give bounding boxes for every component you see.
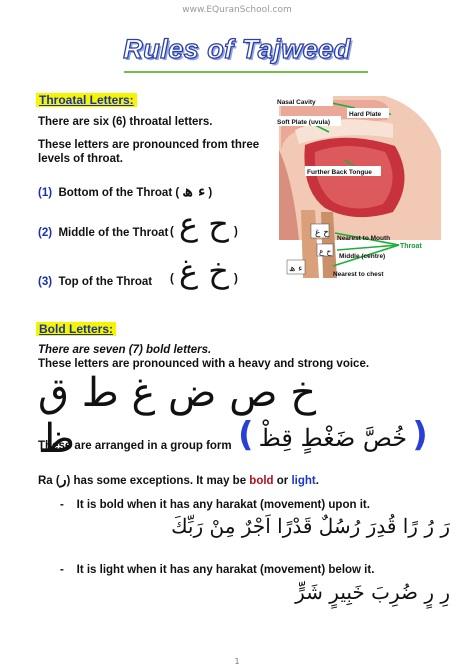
rule-light	[60, 564, 374, 576]
item-number: (1)	[38, 187, 53, 199]
rule-text: It is light when it has any harakat (movement) below it.	[76, 564, 375, 576]
light-word: light	[291, 475, 316, 487]
bold-heading-wrap	[36, 318, 116, 337]
group-arabic-text: خُصَّ ضَغْطٍ قِظْ	[258, 424, 408, 452]
page-number: 1	[234, 657, 240, 666]
item-label: Top of the Throat	[58, 276, 153, 288]
throat-item-3-letters: ( خ غ )	[170, 252, 238, 290]
rule-bold	[60, 499, 370, 511]
label-soft-plate: Soft Plate (uvula)	[277, 119, 331, 126]
diagram-letter: ء ھ	[289, 264, 303, 274]
group-form-arabic: ( خُصَّ ضَغْطٍ قِظْ )	[238, 415, 428, 455]
bold-intro: These letters are pronounced with a heavy and strong voice.	[38, 358, 370, 370]
bold-letters: خ ص ض غ ط ق ظ	[38, 370, 317, 462]
diagram-letter: خ غ	[315, 228, 330, 238]
throat-item-2	[38, 227, 168, 239]
title-underline	[124, 71, 368, 73]
label-nasal-cavity: Nasal Cavity	[277, 99, 316, 106]
label-back-tongue: Further Back Tongue	[307, 169, 372, 176]
item-label: Bottom of the Throat	[58, 187, 173, 199]
page-title: Rules of Tajweed	[123, 34, 351, 64]
label-hard-plate: Hard Plate	[349, 111, 382, 118]
group-form-text: These are arranged in a group form	[38, 440, 232, 452]
throatal-heading: Throatal Letters:	[36, 93, 137, 107]
throat-anatomy-diagram	[275, 90, 443, 280]
arabic-letters: ح ع	[178, 205, 229, 243]
rule-dash: -	[60, 564, 64, 576]
rule-bold-arabic: رَ رُ رًا قُدِرَ رُسُلٌ قَدْرًا اَجْرٌ مِنْ رَبِّكَ	[171, 514, 450, 538]
diagram-letter: ح ع	[319, 247, 332, 256]
rule-text: It is bold when it has any harakat (movement) upon it.	[76, 499, 370, 511]
rule-light-arabic: رِ رٍ ضُرِبَ خَبِيرٍ شَرٍّ	[295, 580, 450, 604]
throat-item-2-letters: ( ح ع )	[170, 205, 238, 243]
label-throat: Throat	[400, 243, 422, 250]
bold-intro-italic: There are seven (7) bold letters.	[38, 344, 212, 356]
bold-heading: Bold Letters:	[36, 322, 116, 336]
throatal-levels: These letters are pronounced from three levels of throat.	[38, 139, 260, 165]
item-label: Middle of the Throat	[58, 227, 169, 239]
arabic-letters: ء ھ	[182, 182, 206, 200]
throat-item-1: (1) Bottom of the Throat ( ء ھ )	[38, 182, 213, 200]
throatal-heading-wrap	[36, 89, 137, 108]
label-nearest-mouth: Nearest to Mouth	[337, 235, 391, 242]
throatal-intro: There are six (6) throatal letters.	[38, 116, 213, 128]
throat-item-3	[38, 276, 152, 288]
label-nearest-chest: Nearest to chest	[333, 271, 384, 278]
arabic-letters: خ غ	[178, 252, 229, 290]
rule-dash: -	[60, 499, 64, 511]
item-number: (2)	[38, 227, 53, 239]
label-middle: Middle (centre)	[339, 253, 386, 260]
site-url[interactable]: www.EQuranSchool.com	[182, 5, 292, 15]
ra-letter: ر	[59, 472, 67, 488]
ra-exceptions: Ra (ر) has some exceptions. It may be bold or light.	[38, 472, 319, 488]
item-number: (3)	[38, 276, 53, 288]
bold-word: bold	[249, 475, 274, 487]
